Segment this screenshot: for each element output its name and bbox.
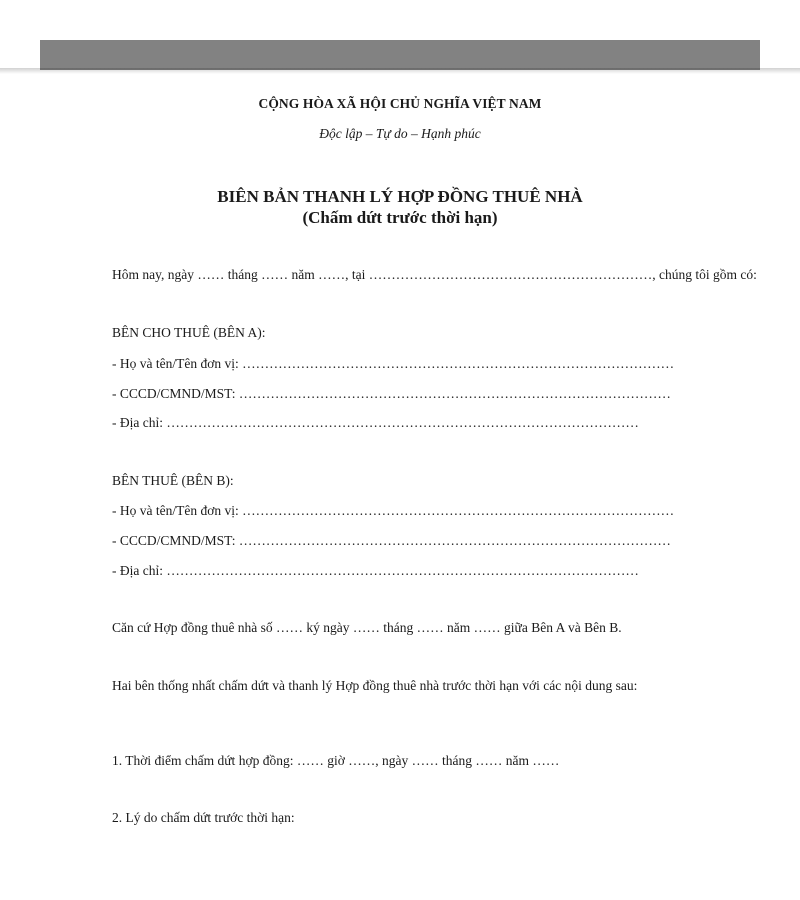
page-shadow — [0, 68, 800, 74]
agreement-statement: Hai bên thống nhất chấm dứt và thanh lý Hợp đồng thuê nhà trước thời hạn với các nội dung sau: — [112, 678, 638, 693]
item-1-termination-time: 1. Thời điểm chấm dứt hợp đồng: …… giờ ……, ngày …… tháng …… năm …… — [112, 753, 560, 768]
viewer-top-bar — [40, 40, 760, 70]
party-a-address-field: - Địa chỉ: …………………………………………………………………………………………… — [112, 415, 639, 430]
party-b-heading: BÊN THUÊ (BÊN B): — [112, 473, 234, 488]
contract-basis: Căn cứ Hợp đồng thuê nhà số …… ký ngày …… tháng …… năm …… giữa Bên A và Bên B. — [112, 620, 622, 635]
party-b-id-field: - CCCD/CMND/MST: …………………………………………………………………………………… — [112, 533, 671, 548]
title-line-1: BIÊN BẢN THANH LÝ HỢP ĐỒNG THUÊ NHÀ — [217, 187, 583, 206]
national-heading: CỘNG HÒA XÃ HỘI CHỦ NGHĨA VIỆT NAM — [258, 96, 542, 111]
party-b-address-field: - Địa chỉ: …………………………………………………………………………………………… — [112, 563, 639, 578]
party-a-id-field: - CCCD/CMND/MST: …………………………………………………………………………………… — [112, 386, 671, 401]
national-motto: Độc lập – Tự do – Hạnh phúc — [319, 126, 481, 141]
party-a-heading: BÊN CHO THUÊ (BÊN A): — [112, 325, 266, 340]
party-b-name-field: - Họ và tên/Tên đơn vị: …………………………………………………………………………………… — [112, 503, 675, 518]
document-title — [0, 186, 800, 228]
item-2-termination-reason: 2. Lý do chấm dứt trước thời hạn: — [112, 810, 295, 825]
party-a-name-field: - Họ và tên/Tên đơn vị: …………………………………………………………………………………… — [112, 356, 675, 371]
intro-line: Hôm nay, ngày …… tháng …… năm ……, tại ………………………………………………………, chúng tôi gồm có: — [112, 267, 757, 282]
title-line-2: (Chấm dứt trước thời hạn) — [302, 208, 498, 227]
